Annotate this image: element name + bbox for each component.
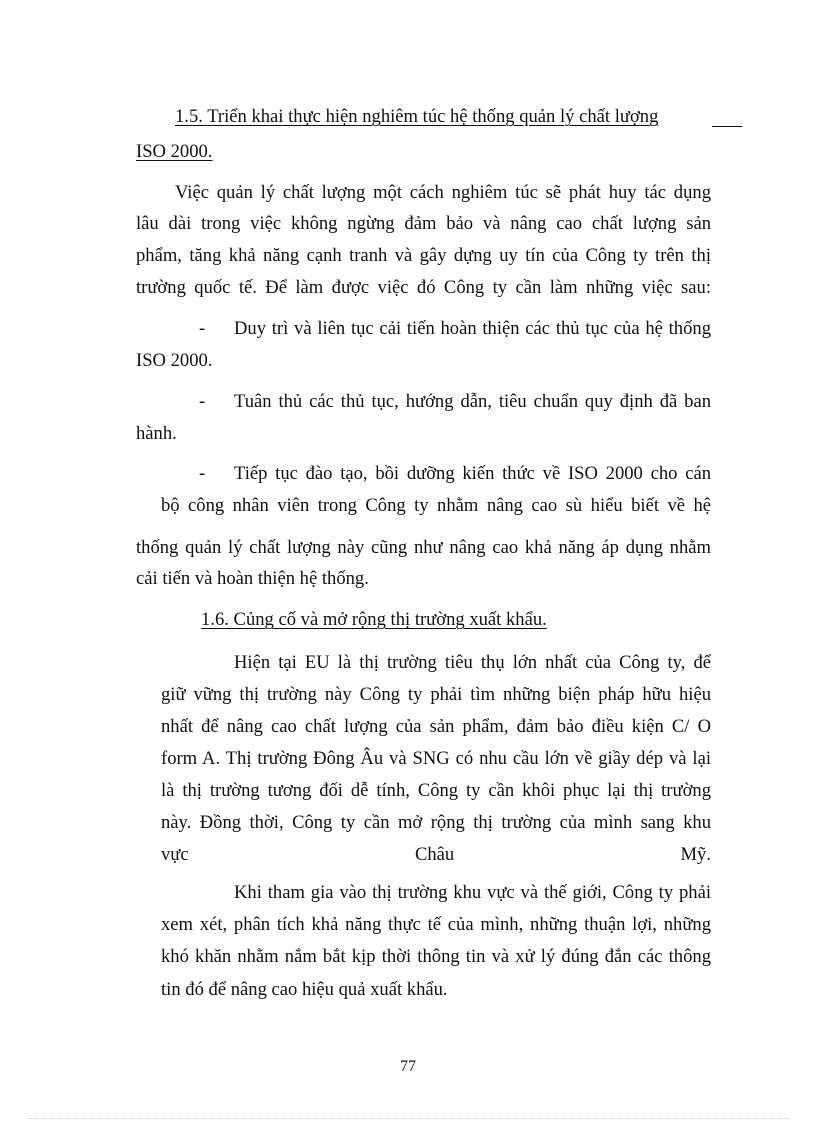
word: Châu [414,844,455,865]
bullet-item-3-continued: cải tiến và hoàn thiện hệ thống. [136,568,369,589]
bullet-dash: - [199,463,206,484]
paragraph-line: này. Đồng thời, Công ty cần mở rộng thị trường của mình sang khu [161,812,711,833]
paragraph-line: phẩm, tăng khả năng cạnh tranh và gây dựng uy tín của Công ty trên thị [136,245,711,266]
section-1-5-heading: 1.5. Triển khai thực hiện nghiêm túc hệ thống quản lý chất lượng [175,106,659,127]
bullet-item-1: Duy trì và liên tục cải tiến hoàn thiện các thủ tục của hệ thống [234,318,711,339]
page-bottom-rule [28,1118,788,1119]
paragraph-line: Hiện tại EU là thị trường tiêu thụ lớn nhất của Công ty, để [234,652,711,673]
bullet-item-2-continued: hành. [136,423,177,444]
paragraph-line: tin đó để nâng cao hiệu quả xuất khẩu. [161,979,448,1000]
section-1-5-heading-continued: ISO 2000. [136,141,213,162]
paragraph-line: trường quốc tế. Để làm được việc đó Công ty cần làm những việc sau: [136,277,711,298]
word: vực [161,844,189,865]
bullet-item-2: Tuân thủ các thủ tục, hướng dẫn, tiêu chuẩn quy định đã ban [234,391,711,412]
bullet-item-3-continued: thống quản lý chất lượng này cũng như nâng cao khả năng áp dụng nhằm [136,537,711,558]
paragraph-line: là thị trường tương đối dễ tính, Công ty cần khôi phục lại thị trường [161,780,711,801]
bullet-item-3: Tiếp tục đào tạo, bồi dưỡng kiến thức về ISO 2000 cho cán [234,463,711,484]
paragraph-line: giữ vững thị trường này Công ty phải tìm những biện pháp hữu hiệu [161,684,711,705]
paragraph-line: xem xét, phân tích khả năng thực tế của mình, những thuận lợi, những [161,914,711,935]
paragraph-line: Việc quản lý chất lượng một cách nghiêm túc sẽ phát huy tác dụng [175,182,711,203]
paragraph-line: nhất để nâng cao chất lượng của sản phẩm, đảm bảo điều kiện C/ O [161,716,711,737]
page-number: 77 [400,1058,416,1075]
section-1-6-heading: 1.6. Củng cố và mở rộng thị trường xuất khẩu. [201,609,547,630]
paragraph-line: form A. Thị trường Đông Âu và SNG có nhu cầu lớn về giầy dép và lại [161,748,711,769]
word: Mỹ. [680,844,711,865]
bullet-dash: - [199,391,206,412]
bullet-item-1-continued: ISO 2000. [136,350,213,371]
bullet-dash: - [199,318,206,339]
paragraph-line: lâu dài trong việc không ngừng đảm bảo và nâng cao chất lượng sản [136,213,711,234]
bullet-item-3-continued: bộ công nhân viên trong Công ty nhằm nâng cao sù hiểu biết về hệ [161,495,711,516]
heading-underline-tail [712,126,742,127]
paragraph-last-line [161,846,711,865]
paragraph-line: khó khăn nhằm nắm bắt kịp thời thông tin và xử lý đúng đắn các thông [161,946,711,967]
paragraph-line: Khi tham gia vào thị trường khu vực và thế giới, Công ty phải [234,882,711,903]
